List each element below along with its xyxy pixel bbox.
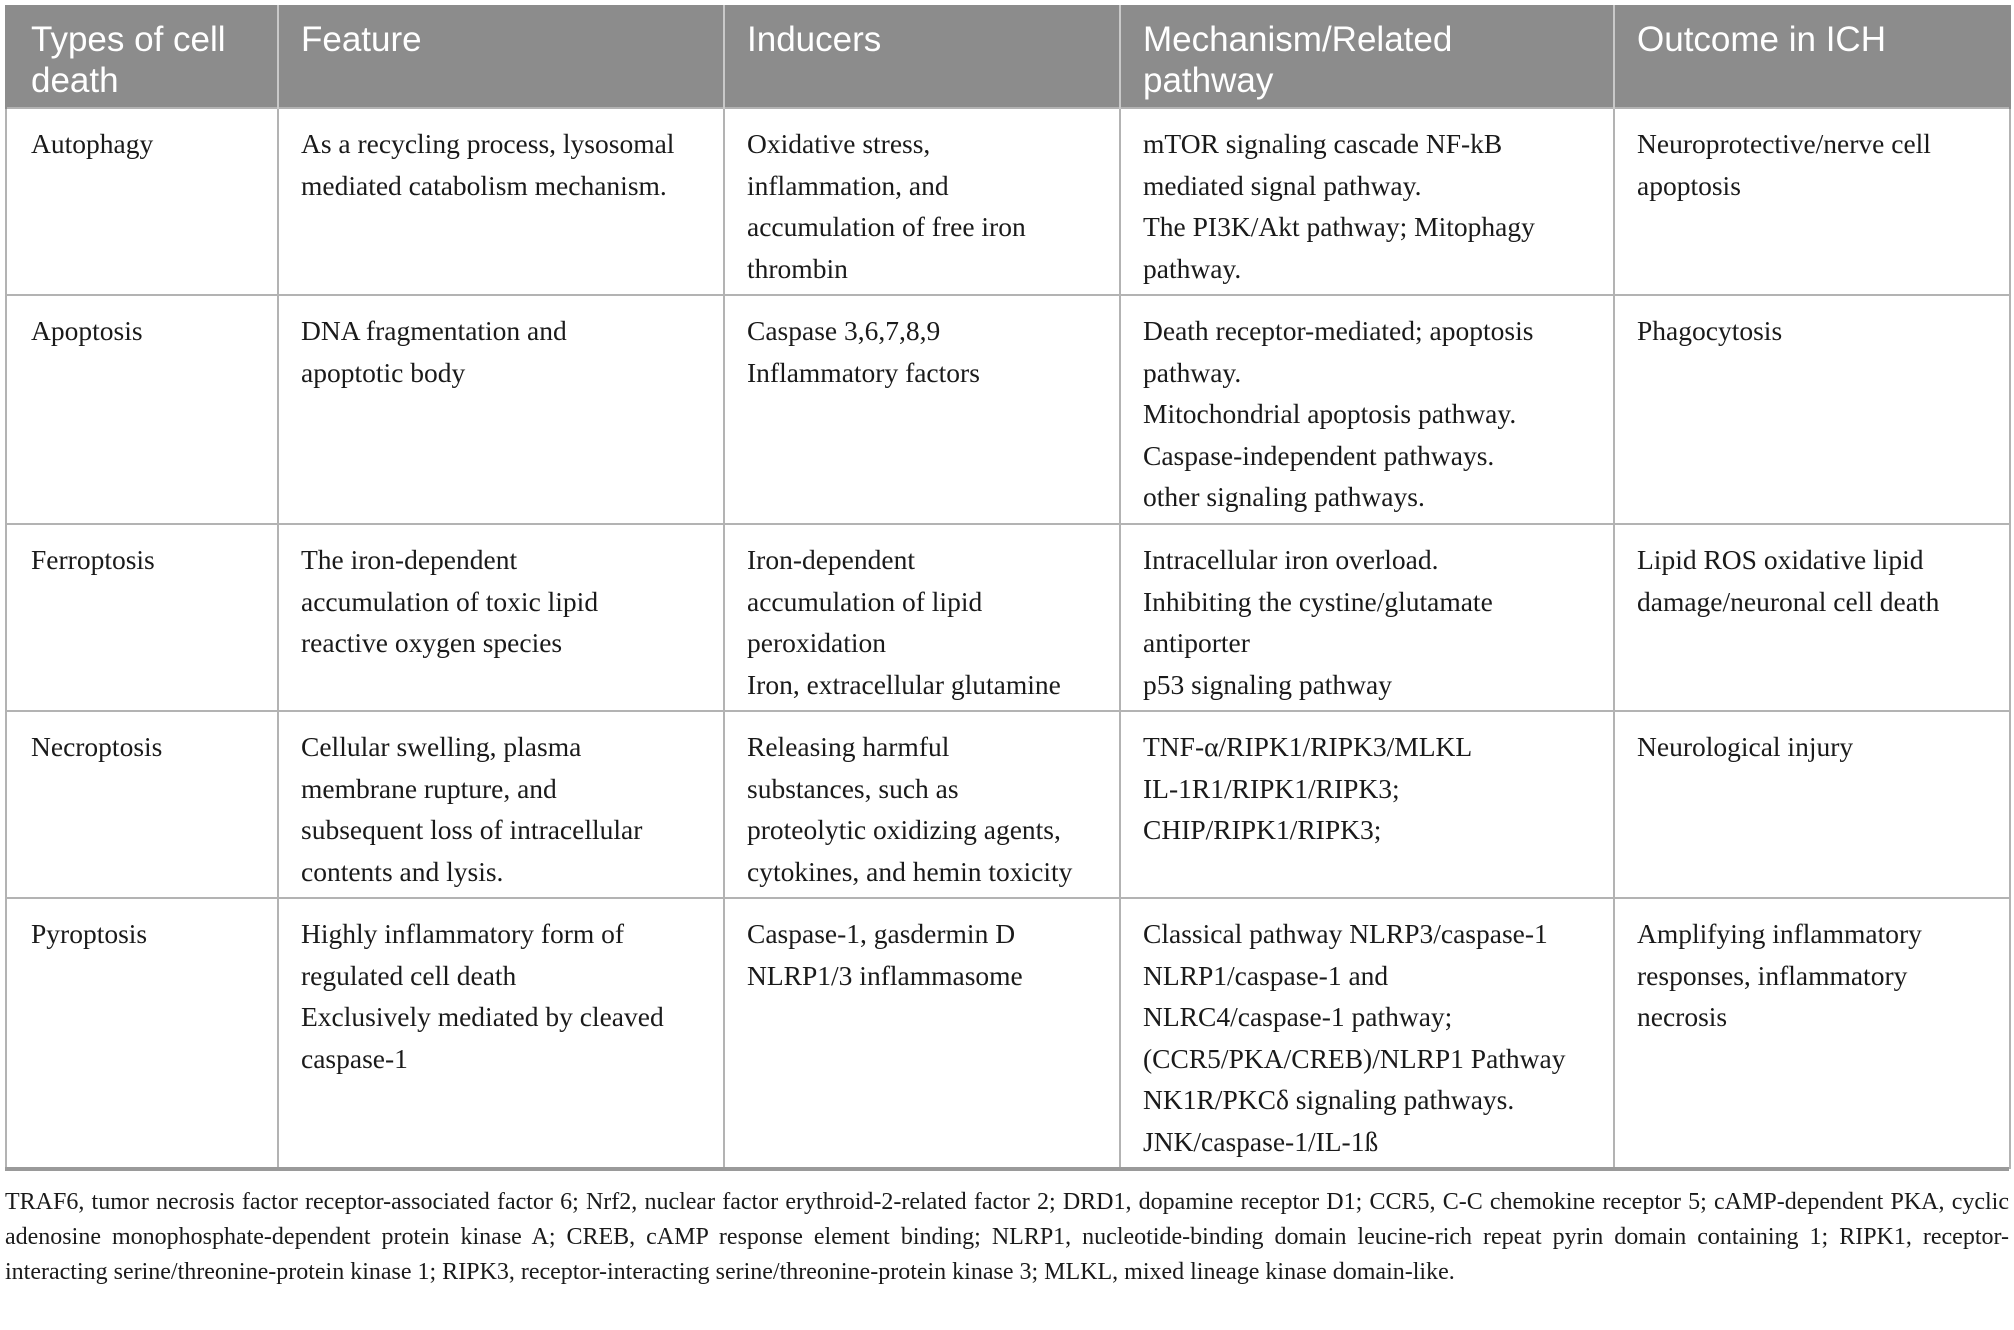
table-row (6, 711, 2010, 898)
header-types-of-cell-death: Types of cell death (6, 5, 278, 108)
cell-death-table-container (5, 5, 2009, 1169)
cell-inducers: Iron-dependent accumulation of lipid peroxidation Iron, extracellular glutamine (724, 524, 1120, 711)
cell-inducers: Caspase 3,6,7,8,9 Inflammatory factors (724, 295, 1120, 524)
cell-type: Apoptosis (6, 295, 278, 524)
cell-inducers: Releasing harmful substances, such as proteolytic oxidizing agents, cytokines, and hemin toxicity (724, 711, 1120, 898)
cell-mechanism: Classical pathway NLRP3/caspase-1 NLRP1/caspase-1 and NLRC4/caspase-1 pathway; (CCR5/PKA/CREB)/NLRP1 Pathway NK1R/PKCδ signaling pathways. JNK/caspase-1/IL-1ß (1120, 898, 1614, 1168)
header-feature: Feature (278, 5, 724, 108)
cell-outcome: Phagocytosis (1614, 295, 2010, 524)
header-mechanism: Mechanism/Related pathway (1120, 5, 1614, 108)
cell-outcome: Neurological injury (1614, 711, 2010, 898)
header-inducers: Inducers (724, 5, 1120, 108)
cell-outcome: Neuroprotective/nerve cell apoptosis (1614, 108, 2010, 295)
cell-death-table (5, 5, 2011, 1169)
header-outcome: Outcome in ICH (1614, 5, 2010, 108)
cell-feature: As a recycling process, lysosomal mediated catabolism mechanism. (278, 108, 724, 295)
table-header-row (6, 5, 2010, 108)
cell-mechanism: mTOR signaling cascade NF-kB mediated signal pathway. The PI3K/Akt pathway; Mitophagy pathway. (1120, 108, 1614, 295)
cell-feature: Highly inflammatory form of regulated cell death Exclusively mediated by cleaved caspase-1 (278, 898, 724, 1168)
cell-inducers: Oxidative stress, inflammation, and accumulation of free iron thrombin (724, 108, 1120, 295)
table-header (6, 5, 2010, 108)
table-row (6, 898, 2010, 1168)
cell-outcome: Amplifying inflammatory responses, inflammatory necrosis (1614, 898, 2010, 1168)
cell-type: Necroptosis (6, 711, 278, 898)
cell-type: Autophagy (6, 108, 278, 295)
table-row (6, 108, 2010, 295)
cell-feature: DNA fragmentation and apoptotic body (278, 295, 724, 524)
table-body (6, 108, 2010, 1168)
cell-inducers: Caspase-1, gasdermin D NLRP1/3 inflammasome (724, 898, 1120, 1168)
cell-feature: Cellular swelling, plasma membrane rupture, and subsequent loss of intracellular contents and lysis. (278, 711, 724, 898)
cell-mechanism: Death receptor-mediated; apoptosis pathway. Mitochondrial apoptosis pathway. Caspase-independent pathways. other signaling pathways. (1120, 295, 1614, 524)
table-row (6, 295, 2010, 524)
cell-outcome: Lipid ROS oxidative lipid damage/neuronal cell death (1614, 524, 2010, 711)
cell-type: Pyroptosis (6, 898, 278, 1168)
cell-type: Ferroptosis (6, 524, 278, 711)
cell-feature: The iron-dependent accumulation of toxic lipid reactive oxygen species (278, 524, 724, 711)
cell-mechanism: Intracellular iron overload. Inhibiting the cystine/glutamate antiporter p53 signaling pathway (1120, 524, 1614, 711)
table-row (6, 524, 2010, 711)
table-bottom-rule (5, 1167, 2009, 1171)
table-footnote: TRAF6, tumor necrosis factor receptor-associated factor 6; Nrf2, nuclear factor erythroid-2-related factor 2; DRD1, dopamine receptor D1; CCR5, C-C chemokine receptor 5; cAMP-dependent PKA, cyclic adenosine monophosphate-dependent protein kinase A; CREB, cAMP response element binding; NLRP1, nucleotide-binding domain leucine-rich repeat pyrin domain containing 1; RIPK1, receptor-interacting serine/threonine-protein kinase 1; RIPK3, receptor-interacting serine/threonine-protein kinase 3; MLKL, mixed lineage kinase domain-like. (5, 1189, 2009, 1285)
cell-mechanism: TNF-α/RIPK1/RIPK3/MLKL IL-1R1/RIPK1/RIPK3; CHIP/RIPK1/RIPK3; (1120, 711, 1614, 898)
